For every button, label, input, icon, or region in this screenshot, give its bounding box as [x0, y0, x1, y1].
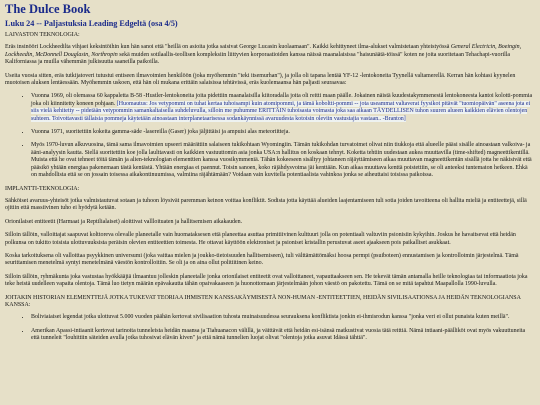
section-heading-navy-tech: LAIVASTON TEKNOLOGIA: — [5, 32, 80, 38]
paragraph: Sähköiset avaruus-yhteisöt jotka valmistautuvat sotaan ja tuhoon löysivät paremman keinon voittaa konfliktit. Sodista jotta käyttää alueiden laajentamiseen tuli sotia joiden tavoitteena oli hallita mieliä ja entiteettejä, sillä ojitiin että massiivinen tuho ei hyödytä ketään. — [5, 197, 527, 212]
section-heading-implant-tech: IMPLANTTI-TEKNOLOGIA: — [5, 185, 80, 192]
list-item: • Myös 1970-luvun alkuvuosina, tämä sama ilmavoimien upseeri määrättiin salaiseen tukikohtaan Wyomingiin. Tämän tukikohdan turvatoimet olivat niin tiukkoja että alueelle pääsi sisälle ainoastaan valkoiva- ja ääni-analyysin kautta. Siellä suoritettiin koe jolla laulttavasti on kaikkien vastuuttomin asia jonka USA:n hallitus on koskaan tehnyt. Koketta tehtiin uudestaan aukea muuttavilla (time-shifted) magneettikentillä. Muista että he ovat tehneet töitä tämän ja alien-teknologian elementtien kanssa vuosikymmeniä. Tähän kokeeseen sisältyy johtaneen räjäyttämiseen aikaa muuttavan magneettikentän sisällä jotta he näkisivät että pääsikö yhtään energiaa pakenemaan tästä kentästä. Yhtään energiaa ei paennut. Toisin sanoen, koko räjähdysvoima jäi kenttään. Kun aikaa muuttava kenttä poistettiin, se oli anteeksi tuntematon hetkeen. Ehkä on mahdollista että se on jossain toisessa aikakontinuumissa, valmiina räjähtämään? Voidaan vain kuvitella potentiaalista vahinkoa jonka se aiheuttaisi toisissa paikoissa. — [31, 142, 535, 179]
paragraph: Koska tarkoituksena oli valloittaa psyykkinen universumi (joka vaittaa mielen ja joukko-tietoisuuden hallitsemiseen), tuli välttämättömäksi hoosa permpi (psuiboteen) ennustamisen ja kontrolloimin järjestelmä. Tämä seurittamisen menetelmä syntyi menetelmänä väestön kontrolloitiin. Se oli ja on aina ollut politiitinen keino. — [5, 252, 519, 267]
list-item: • Boliviaiaiset legendat jotka ulottuvat 5.000 vuoden päähän kertovat sivilisaation tuhosta muinaisuudessa seurauksena konfliktista jonkin ei-ihmisrodun kanssa "jonka veri ei ollut punaista kuten meillä". — [31, 314, 535, 321]
list-item: • Amerikan Apassi-intiaanit kertovat tarinoita tunneleista heidän maansa ja Tiahuanacon välillä, ja väittävät että heidän esi-isänsä matkustivat vuosia tätä reittiä. Nämä intiaani-päälliköt ovat myös vakuuttuneita että tunneleit "louhittiin säteiden avulla jotka tuhosivat elävän kiven" ja että nämä tunnelien luojat olivat "olentoja jotka asuvat Idässä tähtiä". — [31, 328, 535, 343]
paragraph-engineer — [5, 44, 535, 66]
bullet-list-disclosures — [5, 93, 535, 179]
bullet-list-history — [5, 314, 535, 342]
paragraph-text-continued: sekä muiden sotilaallis-teollisen kompleksiin liittyvien korporaatioiden kanssa näissä maanalaisissa "haisunäätä-töissä" koten ne joita suoritetaan Tehachapi-vuorilla Kaliforniassa ja muilla vähemmän julkisuutta saaneilla paikoilla. — [5, 51, 511, 66]
list-item — [31, 93, 535, 123]
list-item: • Vuonna 1971, suoritettiin kokeita gamma-säde -lasereilla (Gaser) joka jäljittäisi ja ampuisi alas meteoriitteja. — [31, 129, 535, 136]
book-title: The Dulce Book — [5, 2, 91, 16]
paragraph-text: Eräs insinööri Lockheedilta vihjaei keksintöihin kun hän sanoi että "heillä on asioita jotka saisivat George Lucasin kuolaamaan". Kaikki kehittyneet ilma-alukset valmistetaan yhteistyössä — [5, 44, 451, 51]
paragraph: Orionilaiset entiteetit (Harmaat ja Reptilialaiset) aloittivat vallloituaten ja hallitsemisen aikakauden. — [5, 218, 243, 225]
section-heading-history: JOITAKIN HISTORIAN ELEMENTTEJÄ JOTKA TUKEVAT TEORIAA IHMISTEN KANSSAKÄYMISESTÄ NON-HUMAN -ENTITEETTIEN, HEIDÄN SIVILISAATIONSA JA HEIDÄN TEKNOLOGIANSA KANSSA: — [5, 294, 521, 308]
paragraph-air-force-officer: Useita vuosia sitten, eräs tutkijatoveri tutustui entiseen ilmavoimien henkilöön (joka myöhemmin "teki itsemurhan"), ja jolla oli tapana lentää YF-12 -lentokoneita Tyynellä valtamerellä. Kerran hän kohtasi kyynelen muotoisen aluksen lentäessään. Myöhemmin uskoen, että hän oli mukana erittäin salaisissa tehtävissä, eräs kuolemaansa hän paljasti seuraavaa: — [5, 72, 516, 87]
paragraph: Silloin tällöin, valloittajat saapuvat kolttoreva olevalle planeetalle vain huomataksesen että planeettaa asuttaa primitiivinen kulttuuri jolla on potentiaali valtuviin psionisiin kykyihin. Joskus he havaitsevat että heidän polkunsa on tukitto toisista ulottuvuuksista peräisin olevien entiteettien toimesta. He ottavat käyttöön elektroniset ja psioniset kristallin perustuvat aseet ajaakseen pois paikalliset asukkaat. — [5, 232, 516, 246]
list-item-text: Vuonna 1969, oli olemassa 60 kappaletta B-58 -Hustler-lentokoneita joita pidettiin maanalaisilla kiitoradalla joita oli reitti maan päälle. Jokainen näistä kuudestakymmenestä lentokoneesta kantoi kolotti-pommia joka oli kiinnitetty koneen pohjaan. — [31, 93, 533, 107]
chapter-title: Luku 24 -- Paljastuksia Leading Edgeltä (osa 4/5) — [5, 19, 178, 28]
paragraph: Silloin tällöin, ryhmäkunta joka vastustaa hyökkääjiä ilmaantuu jolleskin planeetalle jonka orionilaiset entiteetit ovat valloittaneet, vapauttaakseen sen. He tekevät tämän antamalla heille teknologiaa tai informaatiota joka teke heistä uudelleen vapaita olentoja. Tämä luo tietyn määrän epävakautta tähän opaivakaaseen ja huonottomaan järjestelmään johon väestö on pakotettu. Tämä on se mitä tapahtui Maapallolla 1990-luvulla. — [5, 273, 528, 288]
paragraph-italic-companies: General Electricin, Boeingin, Lockheedin, McDonnell Douglasin, Northropin — [5, 44, 522, 58]
branton-note: [Huomautus: Jos vetypommi on tuhat kertaa tuhoisampi kuin atomipommi, ja tämä koboltti-pommi -- jota useammat valtaverat fyysikot pitävät "tuomiopäivän" aseena jota ei siis vielä kehitetty -- pidetään vetypommin samankaltaisella suhdeluvulla, silloin me puhumme ERITTÄIN tuhoisasta voimasta joka saa aikaan TÄYDELLISEN tuhon suuren alueen kaikkien elävien olentojen suhteen. Toivottavasti tällaisia pommeja käytetään ainoastaan interplanetaarisessa sodankäynnissä avaruudesta kotoisin oleviin vastustajia vastaan.. -Branton] — [31, 100, 531, 122]
